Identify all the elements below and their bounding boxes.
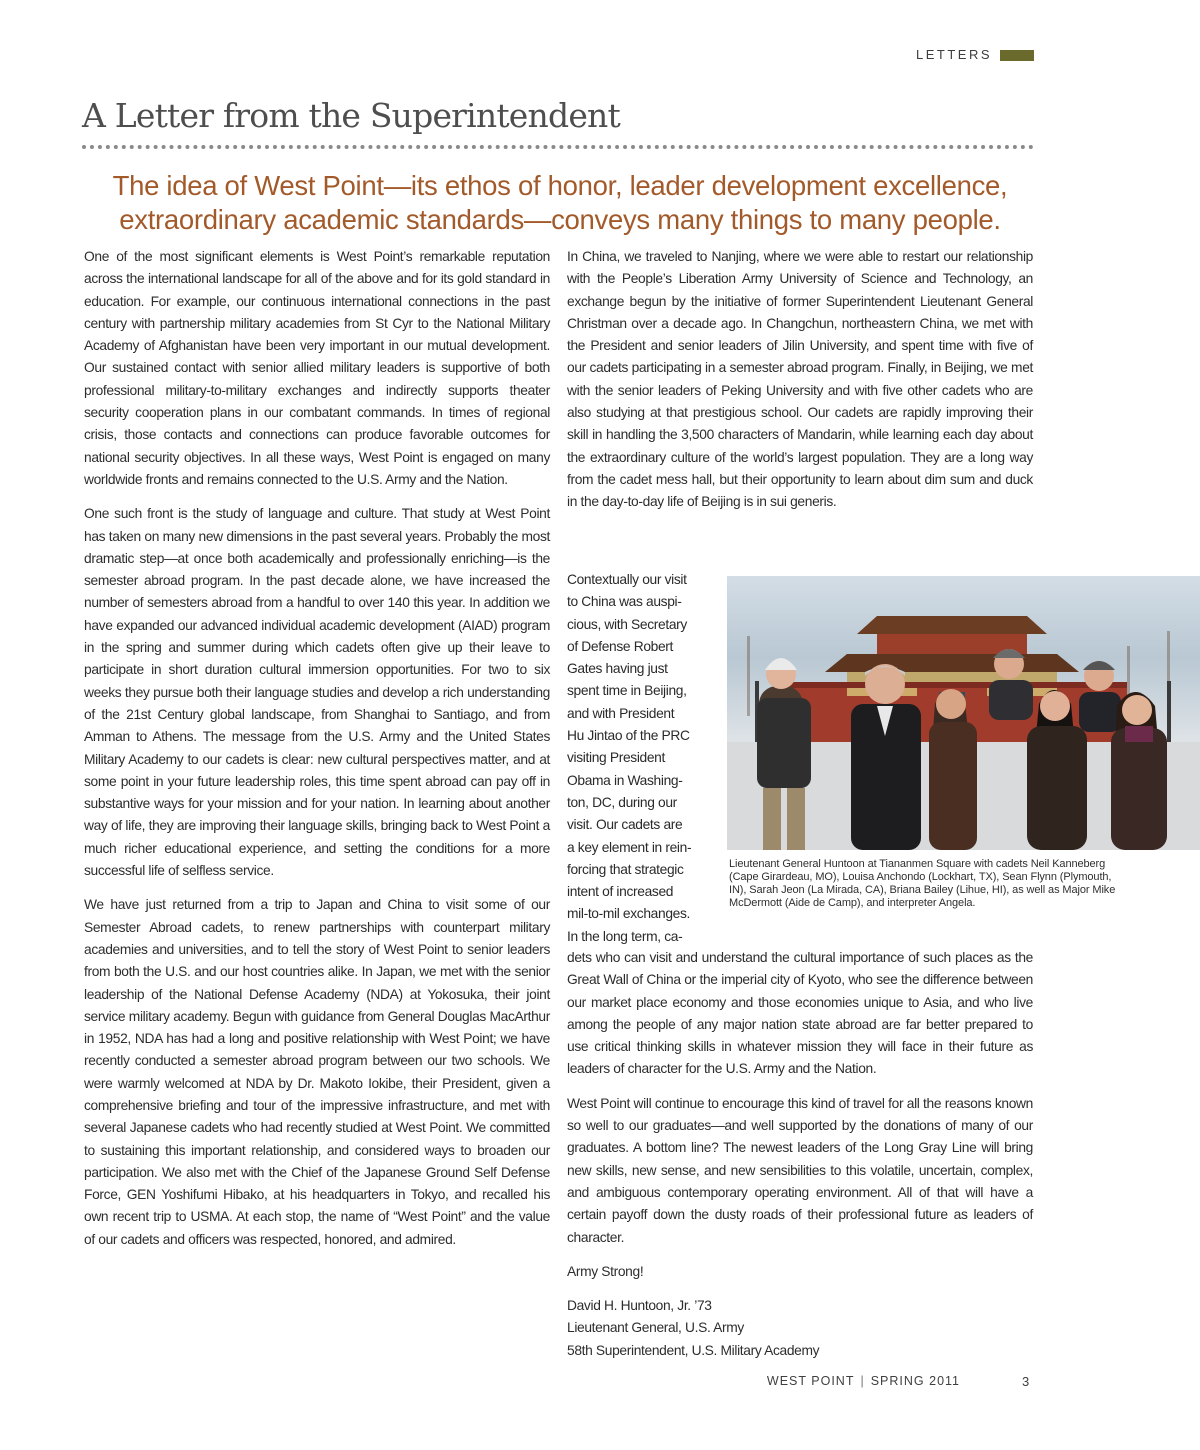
person-7 [1111, 692, 1167, 850]
page-title: A Letter from the Superintendent [82, 96, 620, 135]
text-line: Contextually our visit [567, 572, 687, 587]
left-column [84, 246, 550, 1263]
text-line: Obama in Washing- [567, 772, 683, 788]
right-column-top [567, 246, 1033, 526]
person-6 [1079, 661, 1121, 732]
footer-publication [740, 1374, 960, 1388]
publication-name: WEST POINT [766, 1374, 855, 1388]
dotted-divider [82, 145, 1034, 149]
closing-line: Army Strong! [567, 1263, 644, 1279]
text-line: mil-to-mil exchanges. [567, 906, 690, 922]
signature-position: 58th Superintendent, U.S. Military Academy [567, 1342, 820, 1358]
text-line: In the long term, ca- [567, 928, 683, 944]
text-line: intent of increased [567, 884, 674, 900]
paragraph: West Point will continue to encourage this kind of travel for all the reasons known so well to our graduates—and well supported by the donations of many of our graduates. A bottom line? The newest leaders of the Long Gray Line will bring new skills, new sense, and new sensibilities to this volatile, uncertain, complex, and ambiguous contemporary operating environment. All of that will have a certain payoff down the dusty roads of their professional future as leaders of character. [567, 1095, 1033, 1245]
text-line: visiting President [567, 750, 665, 766]
text-line: a key element in rein- [567, 839, 692, 855]
tiananmen-group-photo [727, 576, 1200, 850]
paragraph: One such front is the study of language and culture. That study at West Point has taken on many new dimensions in the past several years. Probably the most dramatic step—at once both academically and professionally enriching—is the semester abroad program. In the past decade alone, we have increased the number of semesters abroad from a handful to over 140 this year. In addition we have expanded our advanced individual academic development (AIAD) program in the spring and summer during which cadets often give up their leave to participate in short duration cultural immersion opportunities. For two to six weeks they pursue both their language studies and develop a rich understanding of the 21st Century global landscape, from Shanghai to Santiago, and from Amman to Athens. The message from the U.S. Army and the United States Military Academy to our cadets is clear: new cultural perspectives matter, and at some point in your future leadership roles, this time spent abroad can pay off in substantive ways for your mission and for your nation. In learning about another way of life, they are improving their language skills, bringing back to West Point a much richer educational experience, and setting the conditions for a more successful life of selfless service. [84, 506, 550, 879]
signature-name: David H. Huntoon, Jr. ’73 [567, 1298, 712, 1314]
paragraph: dets who can visit and understand the cultural importance of such places as the Great Wall of China or the imperial city of Kyoto, who see the difference between our market place economy and those economies unique to Asia, and who live among the people of any major nation state abroad are far better prepared to use critical thinking skills in whatever mission they will face in their future as leaders of character for the U.S. Army and the Nation. [567, 950, 1033, 1077]
photo-illustration [727, 576, 1200, 850]
text-line: of Defense Robert [567, 638, 674, 654]
section-accent-bar [1000, 50, 1034, 61]
deck-headline: The idea of West Point—its ethos of honor, leader development excellence, extraordinary academic standards—conveys many things to many people. [112, 170, 1008, 235]
paragraph: We have just returned from a trip to Japan and China to visit some of our Semester Abroad cadets, to renew partnerships with counterpart military academies and universities, and to tell the story of West Point to senior leaders from both the U.S. and our host countries alike. In Japan, we met with the senior leadership of the National Defense Academy (NDA) at Yokosuka, their joint service military academy. Begun with guidance from General Douglas MacArthur in 1952, NDA has had a long and positive relationship with West Point; we have recently conducted a semester abroad program between our two schools. We were warmly welcomed at NDA by Dr. Makoto Iokibe, their President, given a comprehensive briefing and tour of the impressive infrastructure, and met with several Japanese cadets who had recently studied at West Point. We committed to sustaining this important relationship, and considered ways to broaden our participation. We also met with the Chief of the Japanese Ground Self Defense Force, GEN Yoshifumi Hibako, at his headquarters in Tokyo, and recalled his own recent trip to USMA. At each stop, the name of “West Point” and the value of our cadets and officers was respected, honored, and admired. [84, 897, 550, 1247]
text-line: visit. Our cadets are [567, 817, 683, 833]
text-line: forcing that strategic [567, 861, 684, 877]
right-column-bottom [567, 947, 1033, 1362]
paragraph: One of the most significant elements is West Point’s remarkable reputation across the international landscape for all of the above and for its gold standard in education. For example, our continuous international connections in the past century with partnership military academies from St Cyr to the National Military Academy of Afghanistan have been very important in our mutual development. Our sustained contact with senior allied military leaders is supportive of both professional military-to-military exchanges and indirectly supports theater security cooperation plans in our combatant commands. In times of regional crisis, those contacts and connections can produce favorable outcomes for national security objectives. In all these ways, West Point is engaged on many worldwide fronts and remains connected to the U.S. Army and the Nation. [84, 249, 550, 487]
footer-separator: | [860, 1374, 865, 1388]
photo-caption: Lieutenant General Huntoon at Tiananmen Square with cadets Neil Kanneberg (Cape Girardeau, MO), Louisa Anchondo (Lockhart, TX), Sean Flynn (Plymouth, IN), Sarah Jeon (La Mirada, CA), Briana Bailey (Lihue, HI), as well as Major Mike McDermott (Aide de Camp), and interpreter Angela. [729, 858, 1116, 909]
text-line: and with President [567, 705, 675, 721]
section-label: LETTERS [915, 47, 992, 62]
text-line: cious, with Secretary [567, 616, 687, 632]
wrapped-text-beside-photo [567, 569, 717, 948]
page-number: 3 [1022, 1374, 1030, 1389]
text-line: Hu Jintao of the PRC [567, 728, 690, 744]
signature-rank: Lieutenant General, U.S. Army [567, 1320, 744, 1336]
text-line: to China was auspi- [567, 594, 682, 610]
text-line: spent time in Beijing, [567, 683, 687, 699]
text-line: Gates having just [567, 661, 668, 677]
text-line: ton, DC, during our [567, 794, 677, 810]
issue-label: SPRING 2011 [870, 1374, 960, 1388]
paragraph: In China, we traveled to Nanjing, where we were able to restart our relationship with the People’s Liberation Army University of Science and Technology, an exchange begun by the initiative of former Superintendent Lieutenant General Christman over a decade ago. In Changchun, northeastern China, we met with the President and senior leaders of Jilin University, and spent time with five of our cadets participating in a semester abroad program. Finally, in Beijing, we met with the senior leaders of Peking University and with five other cadets who are also studying at that prestigious school. Our cadets are rapidly improving their skill in handling the 3,500 characters of Mandarin, while learning each day about the extraordinary culture of the world’s largest population. They are a long way from the cadet mess hall, but their opportunity to learn about dim sum and duck in the day-to-day life of Beijing is in sui generis. [567, 249, 1033, 510]
